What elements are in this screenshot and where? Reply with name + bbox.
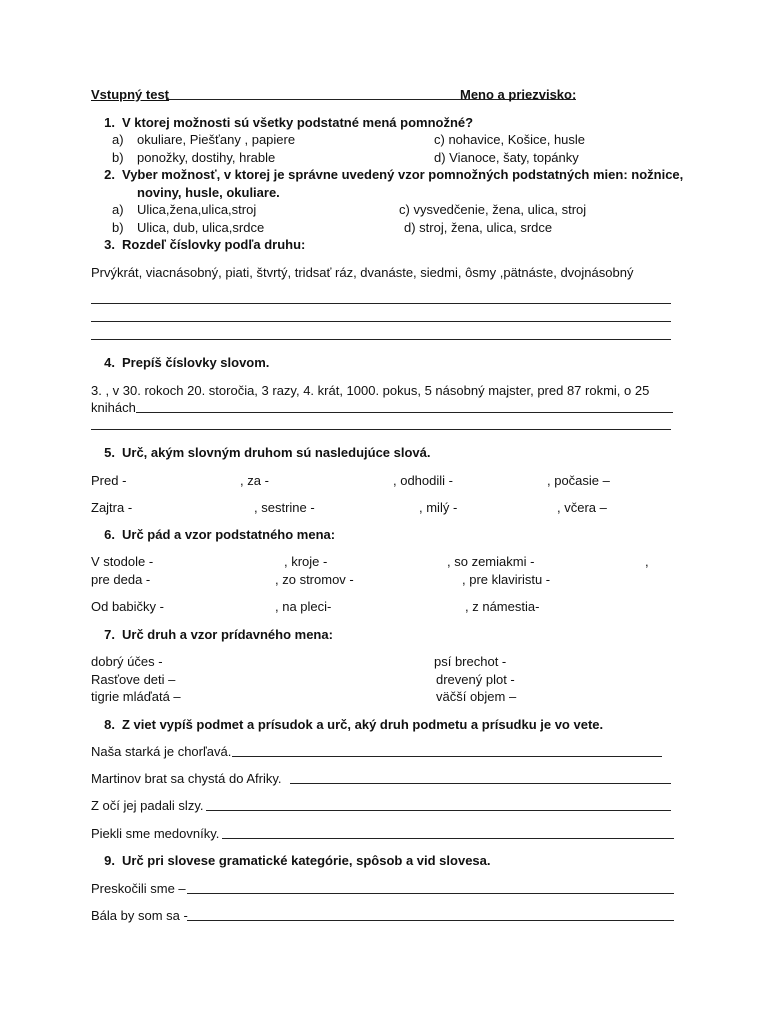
q5-number: 5. <box>104 445 115 460</box>
q2-option-a: Ulica,žena,ulica,stroj <box>137 202 257 217</box>
q3-answer-line-1[interactable] <box>91 303 671 304</box>
q5-item: Pred - <box>91 473 127 488</box>
q4-number: 4. <box>104 355 115 370</box>
q2-option-d: d) stroj, žena, ulica, srdce <box>404 220 553 235</box>
q8-answer-line-2[interactable] <box>290 783 671 784</box>
q7-item: psí brechot - <box>434 654 507 669</box>
q7-item: tigrie mláďatá – <box>91 689 181 704</box>
q5-item: , za - <box>240 473 269 488</box>
q6-item: V stodole - <box>91 554 154 569</box>
q8-sentence-4: Piekli sme medovníky. <box>91 826 220 841</box>
q3-heading <box>93 236 305 253</box>
q7-item: väčší objem – <box>436 689 517 704</box>
q6-item: , na pleci- <box>275 599 332 614</box>
q4-answer-line-2[interactable] <box>91 429 671 430</box>
q1-text: V ktorej možnosti sú všetky podstatné mená pomnožné? <box>122 115 474 130</box>
q1-heading <box>93 114 473 131</box>
q7-item: Rasťove deti – <box>91 672 176 687</box>
q8-sentence-3: Z očí jej padali slzy. <box>91 798 204 813</box>
q8-sentence-2: Martinov brat sa chystá do Afriky. <box>91 771 282 786</box>
q6-number: 6. <box>104 527 115 542</box>
q8-sentence-1: Naša starká je chorľavá. <box>91 744 232 759</box>
q7-number: 7. <box>104 627 115 642</box>
q6-heading <box>93 526 335 543</box>
q5-item: , včera – <box>557 500 607 515</box>
q7-item: drevený plot - <box>436 672 515 687</box>
q3-text: Rozdeľ číslovky podľa druhu: <box>122 237 306 252</box>
q8-answer-line-3[interactable] <box>206 810 671 811</box>
q6-item: , z námestia- <box>465 599 540 614</box>
q1-option-b-letter: b) <box>112 150 124 165</box>
q6-item: , <box>645 554 649 569</box>
q4-heading <box>93 354 269 371</box>
q5-item: , počasie – <box>547 473 610 488</box>
q7-item: dobrý účes - <box>91 654 163 669</box>
test-title: Vstupný test <box>91 87 170 102</box>
q9-verb-1: Preskočili sme – <box>91 881 186 896</box>
q3-answer-line-3[interactable] <box>91 339 671 340</box>
q4-line2: knihách <box>91 400 136 415</box>
q6-item: Od babičky - <box>91 599 164 614</box>
q1-option-c: c) nohavice, Košice, husle <box>434 132 586 147</box>
q9-heading <box>93 852 491 869</box>
q2-option-b: Ulica, dub, ulica,srdce <box>137 220 265 235</box>
q6-item: , so zemiakmi - <box>447 554 535 569</box>
q3-answer-line-2[interactable] <box>91 321 671 322</box>
q2-heading <box>93 166 683 183</box>
q2-option-a-letter: a) <box>112 202 124 217</box>
q2-option-b-letter: b) <box>112 220 124 235</box>
name-label: Meno a priezvisko: <box>460 87 577 102</box>
q5-item: , odhodili - <box>393 473 453 488</box>
q5-text: Urč, akým slovným druhom sú nasledujúce slová. <box>122 445 431 460</box>
q5-heading <box>93 444 431 461</box>
q6-item: , zo stromov - <box>275 572 354 587</box>
q2-number: 2. <box>104 167 115 182</box>
q1-number: 1. <box>104 115 115 130</box>
q6-item: , pre klaviristu - <box>462 572 551 587</box>
q6-text: Urč pád a vzor podstatného mena: <box>122 527 336 542</box>
q9-answer-line-2[interactable] <box>187 920 674 921</box>
q9-text: Urč pri slovese gramatické kategórie, spôsob a vid slovesa. <box>122 853 491 868</box>
q1-option-a-letter: a) <box>112 132 124 147</box>
q4-answer-line-1[interactable] <box>136 412 673 413</box>
q6-item: pre deda - <box>91 572 151 587</box>
q8-text: Z viet vypíš podmet a prísudok a urč, aký druh podmetu a prísudku je vo vete. <box>122 717 604 732</box>
q1-option-d: d) Vianoce, šaty, topánky <box>434 150 579 165</box>
q1-option-a: okuliare, Piešťany , papiere <box>137 132 296 147</box>
q1-option-b: ponožky, dostihy, hrable <box>137 150 276 165</box>
q9-verb-2: Bála by som sa - <box>91 908 188 923</box>
q7-heading <box>93 626 333 643</box>
q4-line1: 3. , v 30. rokoch 20. storočia, 3 razy, 4. krát, 1000. pokus, 5 násobný majster, pred 87 rokmi, o 25 <box>91 383 650 398</box>
q3-words: Prvýkrát, viacnásobný, piati, štvrtý, tridsať ráz, dvanáste, siedmi, ôsmy ,pätnáste, dvojnásobný <box>91 265 634 280</box>
q8-answer-line-1[interactable] <box>232 756 662 757</box>
q8-heading <box>93 716 603 733</box>
q9-number: 9. <box>104 853 115 868</box>
q7-text: Urč druh a vzor prídavného mena: <box>122 627 333 642</box>
q5-item: Zajtra - <box>91 500 133 515</box>
q5-item: , sestrine - <box>254 500 315 515</box>
q4-text: Prepíš číslovky slovom. <box>122 355 270 370</box>
q6-item: , kroje - <box>284 554 328 569</box>
q3-number: 3. <box>104 237 115 252</box>
q8-answer-line-4[interactable] <box>222 838 674 839</box>
q2-option-c: c) vysvedčenie, žena, ulica, stroj <box>399 202 587 217</box>
q9-answer-line-1[interactable] <box>187 893 674 894</box>
q5-item: , milý - <box>419 500 458 515</box>
q2-text-line1: Vyber možnosť, v ktorej je správne uvedený vzor pomnožných podstatných mien: nožnice, <box>122 167 684 182</box>
q2-text-line2: noviny, husle, okuliare. <box>137 185 280 200</box>
q8-number: 8. <box>104 717 115 732</box>
